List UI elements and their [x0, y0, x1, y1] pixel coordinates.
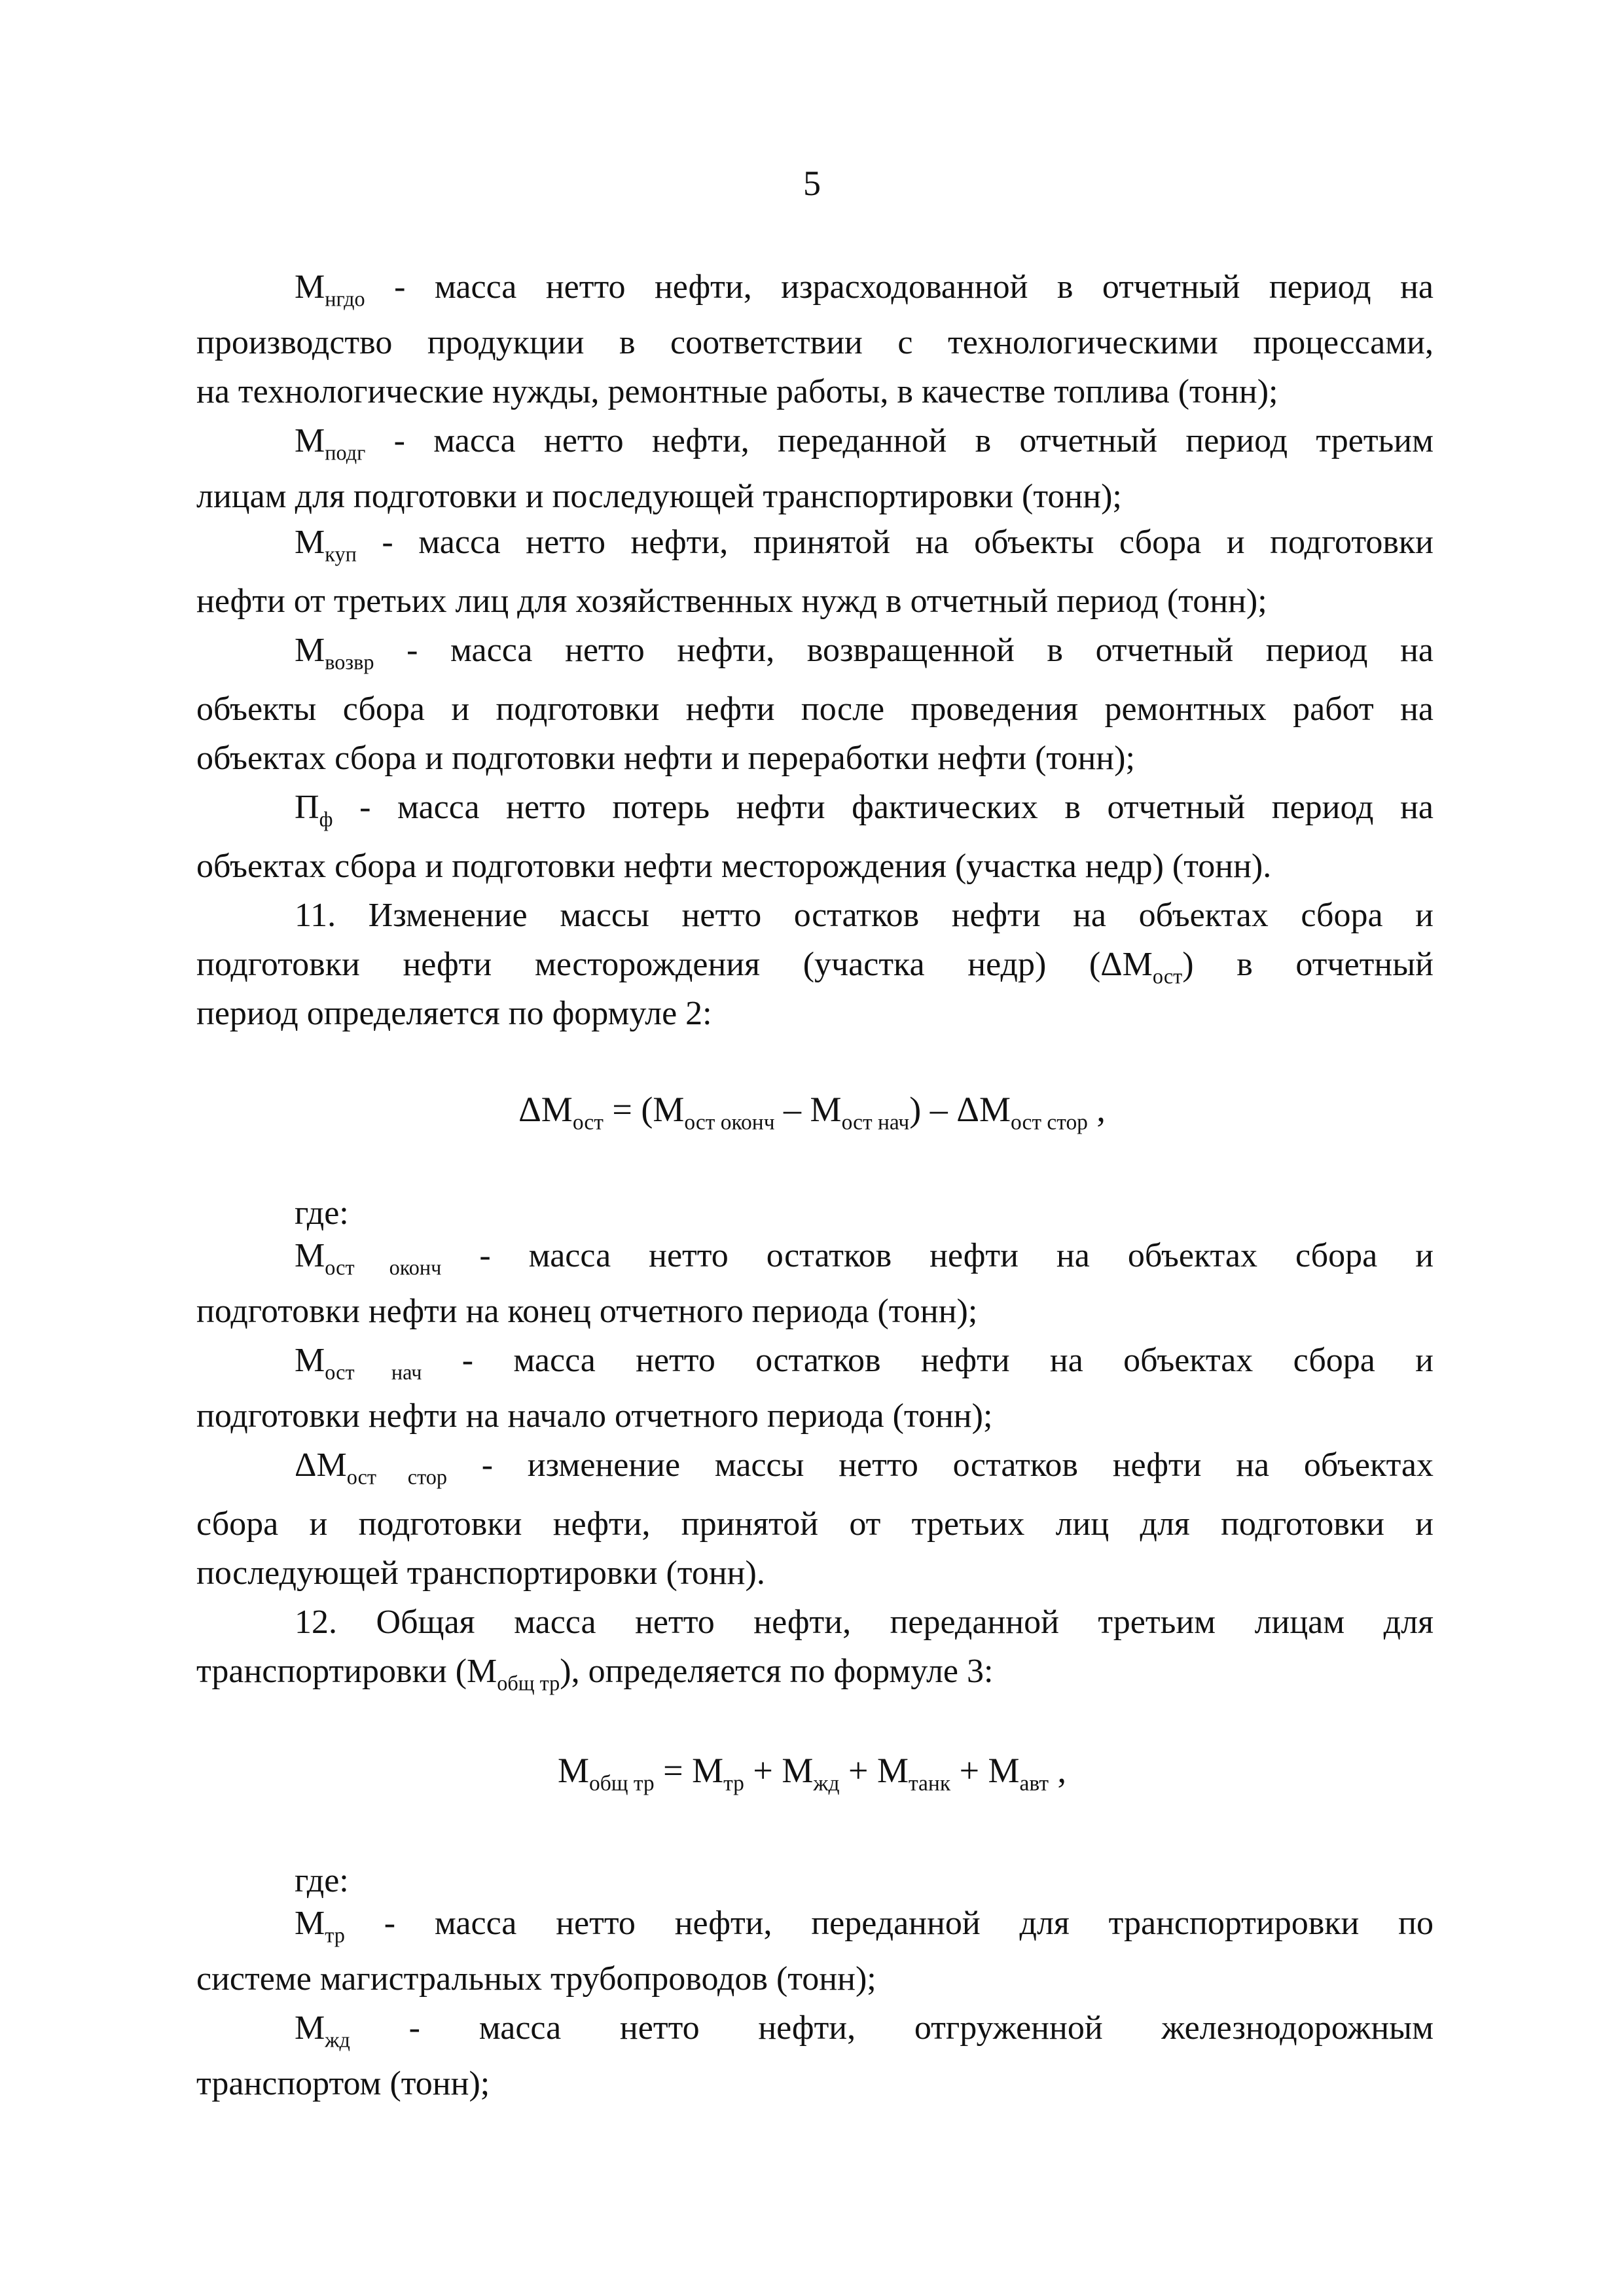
symbol: $М_{тр}$ [295, 1905, 345, 1947]
symbol: $М_{нгдо}$ [295, 268, 365, 311]
where-label-2: где: [295, 1862, 349, 1899]
symbol: $М_{куп}$ [295, 524, 357, 566]
definition-text: - масса нетто нефти, принятой на объекты сбора и подготовки [382, 524, 1434, 561]
symbol: $М_{ост оконч}$ [295, 1237, 442, 1280]
definition-continuation: объектах сбора и подготовки нефти и переработки нефти (тонн); [196, 740, 1135, 777]
definition-continuation: нефти от третьих лиц для хозяйственных нужд в отчетный период (тонн); [196, 583, 1267, 620]
symbol: $П_ф$ [295, 789, 333, 831]
document-page: 5 $М_{нгдо}$ - масса нетто нефти, израсходованной в отчетный период на производство продукции в соответствии с технологическими процессами, на технологические нужды, ремонтные работы, в качестве топлива (тонн); $М_{подг}$ - масса нетто нефти, переданной в отчетный период третьим лицам для подготовки и последующей транспортировки (тонн); $М_{куп}$ - масса нетто нефти, принятой на объекты сбора и подготовки нефти от третьих лиц для хозяйственных нужд в отчетный период (тонн); $М_{возвр}$ - масса нетто нефти, возвращенной в отчетный период на объекты сбора и подготовки нефти после проведения ремонтных работ на объектах сбора и подготовки нефти и переработки нефти (тонн); $П_ф$ - масса нетто потерь нефти фактических в отчетный период на объектах сбора и подготовки нефти месторождения (участка недр) (тонн). 11. Изменение массы нетто остатков нефти на объектах сбора и подготовки нефти месторождения (участка недр) $(\Delta М_{ост})$ в отчетный период определяется по формуле 2: $\Delta М_{ост} = (М_{ост оконч} - М_{ост нач}) - \Delta М_{ост стор}$ , где: $М_{ост оконч}$ - масса нетто остатков нефти на объектах сбора и подготовки нефти на конец отчетного периода (тонн); $М_{ост нач}$ - масса нетто остатков нефти на объектах сбора и подготовки нефти на начало отчетного периода (тонн); $\Delta М_{ост стор}$ - изменение массы нетто остатков нефти на объектах сбора и подготовки нефти, принятой от третьих лиц для подготовки и последующей транспортировки (тонн). 12. Общая масса нетто нефти, переданной третьим лицам для транспортировки $(М_{общ тр})$, определяется по формуле 3: $М_{общ тр} = М_{тр} + М_{жд} + М_{танк} + М_{авт}$ , где: $М_{тр}$ - масса нетто нефти, переданной для транспортировки по системе магистральных трубопроводов (тонн); $М_{жд}$ - масса нетто нефти, отгруженной железнодорожным транспортом (тонн); [0, 0, 1624, 2296]
symbol: $М_{жд}$ [295, 2009, 350, 2052]
definition-continuation: подготовки нефти на конец отчетного периода (тонн); [196, 1293, 978, 1330]
definition-text: - масса нетто остатков нефти на объектах сбора и [461, 1342, 1434, 1379]
definition-text: - масса нетто нефти, израсходованной в отчетный период на [394, 268, 1434, 306]
definition-continuation: подготовки нефти на начало отчетного периода (тонн); [196, 1397, 993, 1435]
page-number: 5 [803, 164, 821, 203]
definition-text: - масса нетто остатков нефти на объектах сбора и [479, 1237, 1434, 1274]
definition-text: - масса нетто потерь нефти фактических в отчетный период на [359, 789, 1434, 826]
definition-text: - масса нетто нефти, переданной для транспортировки по [384, 1905, 1434, 1942]
where-label: где: [295, 1194, 349, 1232]
formula-2: $\Delta М_{ост} = (М_{ост оконч} - М_{ост нач}) - \Delta М_{ост стор}$ , [518, 1090, 1106, 1135]
definition-continuation: сбора и подготовки нефти, принятой от третьих лиц для подготовки и [196, 1505, 1434, 1543]
definition-continuation: объектах сбора и подготовки нефти месторождения (участка недр) (тонн). [196, 848, 1272, 885]
definition-continuation: системе магистральных трубопроводов (тонн); [196, 1960, 876, 1998]
symbol: $М_{подг}$ [295, 422, 366, 465]
definition-continuation: последующей транспортировки (тонн). [196, 1554, 765, 1592]
definition-text: - масса нетто нефти, отгруженной железнодорожным [408, 2009, 1434, 2047]
definition-continuation: производство продукции в соответствии с технологическими процессами, [196, 324, 1434, 361]
definition-continuation: на технологические нужды, ремонтные работы, в качестве топлива (тонн); [196, 373, 1278, 410]
definition-text: - масса нетто нефти, возвращенной в отчетный период на [406, 632, 1434, 669]
definition-text: - масса нетто нефти, переданной в отчетный период третьим [393, 422, 1434, 459]
symbol: $М_{возвр}$ [295, 632, 374, 674]
definition-continuation: лицам для подготовки и последующей транспортировки (тонн); [196, 478, 1122, 515]
definition-text: - изменение массы нетто остатков нефти на объектах [481, 1446, 1434, 1484]
symbol: $М_{ост нач}$ [295, 1342, 422, 1384]
formula-3: $М_{общ тр} = М_{тр} + М_{жд} + М_{танк} + М_{авт}$ , [557, 1751, 1066, 1796]
definition-continuation: транспортом (тонн); [196, 2065, 490, 2102]
symbol: $\Delta М_{ост стор}$ [295, 1446, 447, 1489]
definition-continuation: объекты сбора и подготовки нефти после проведения ремонтных работ на [196, 691, 1434, 728]
